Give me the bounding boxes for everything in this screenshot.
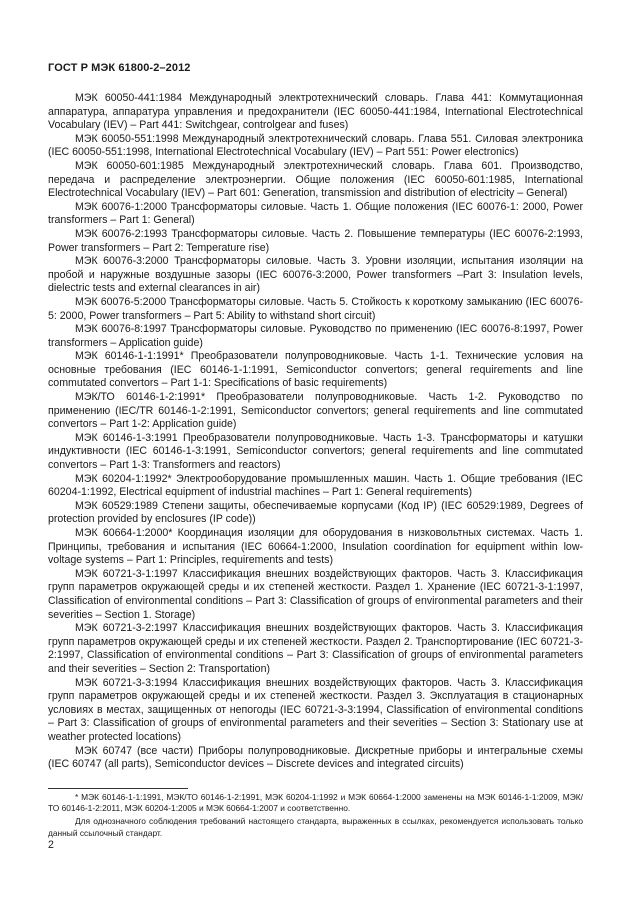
footnotes (48, 792, 583, 839)
reference-item: МЭК 60146-1-3:1991 Преобразователи полупроводниковые. Часть 1-3. Трансформаторы и катушки индуктивности (IEC 60146-1-3:1991, Semiconductor convertors; general requirements and line commutated convertors – Part 1-3: Transformers and reactors) (48, 431, 583, 472)
normative-references (48, 92, 583, 772)
footnote-item: * МЭК 60146-1-1:1991, МЭК/ТО 60146-1-2:1991, МЭК 60204-1:1992 и МЭК 60664-1:2000 заменены на МЭК 60146-1-1:2009, МЭК/ТО 60146-1-2:2011, МЭК 60204-1:2005 и МЭК 60664-1:2007 и соответственно. (48, 792, 583, 814)
reference-item: МЭК 60721-3-1:1997 Классификация внешних воздействующих факторов. Часть 3. Классификация групп параметров окружающей среды и их степеней жесткости. Раздел 1. Хранение (IEC 60721-3-1:1997, Classification of environmental conditions – Part 3: Classification of groups of environmental parameters and their severities – Section 1. Storage) (48, 567, 583, 621)
reference-item: МЭК 60050-601:1985 Международный электротехнический словарь. Глава 601. Производство, передача и распределение электроэнергии. Общие положения (IEC 60050-601:1985, International Electrotechnical Vocabulary (IEV) – Part 601: Generation, transmission and distribution of electricity – General) (48, 159, 583, 200)
reference-item: МЭК 60076-2:1993 Трансформаторы силовые. Часть 2. Повышение температуры (IEC 60076-2:1993, Power transformers – Part 2: Temperature rise) (48, 227, 583, 254)
reference-item: МЭК 60076-3:2000 Трансформаторы силовые. Часть 3. Уровни изоляции, испытания изоляции на пробой и наружные воздушные зазоры (IEC 60076-3:2000, Power transformers –Part 3: Insulation levels, dielectric tests and external clearances in air) (48, 255, 583, 295)
reference-item: МЭК 60721-3-3:1994 Классификация внешних воздействующих факторов. Часть 3. Классификация групп параметров окружающей среды и их степеней жесткости. Раздел 3. Эксплуатация в стационарных условиях в местах, защищенных от непогоды (IEC 60721-3-3:1994, Classification of environmental conditions – Part 3: Classification of groups of environmental parameters and their severities – Section 3: Stationary use at weather protected locations) (48, 676, 583, 743)
reference-item: МЭК 60747 (все части) Приборы полупроводниковые. Дискретные приборы и интегральные схемы (IEC 60747 (all parts), Semiconductor devices – Discrete devices and integrated circuits) (48, 744, 583, 771)
reference-item: МЭК 60050-551:1998 Международный электротехнический словарь. Глава 551. Силовая электроника (IEC 60050-551:1998, International Electrotechnical Vocabulary (IEV) – Part 551: Power electronics) (48, 132, 583, 159)
footnote-divider (48, 788, 188, 789)
reference-item: МЭК 60664-1:2000* Координация изоляции для оборудования в низковольтных системах. Часть 1. Принципы, требования и испытания (IEC 60664-1:2000, Insulation coordination for equipment within low-voltage systems – Part 1: Principles, requirements and tests) (48, 527, 583, 567)
footnote-item: Для однозначного соблюдения требований настоящего стандарта, выраженных в ссылках, рекомендуется использовать только данный ссылочный стандарт. (48, 816, 583, 838)
reference-item: МЭК 60146-1-1:1991* Преобразователи полупроводниковые. Часть 1-1. Технические условия на основные требования (IEC 60146-1-1:1991, Semiconductor convertors; general requirements and line commutated convertors – Part 1-1: Specifications of basic requirements) (48, 350, 583, 390)
page-number: 2 (48, 839, 54, 851)
reference-item: МЭК/ТО 60146-1-2:1991* Преобразователи полупроводниковые. Часть 1-2. Руководство по применению (IEC/TR 60146-1-2:1991, Semiconductor convertors; general requirements and line commutated convertors – Part 1-2: Application guide) (48, 391, 583, 431)
reference-item: МЭК 60204-1:1992* Электрооборудование промышленных машин. Часть 1. Общие требования (IEC 60204-1:1992, Electrical equipment of industrial machines – Part 1: General requirements) (48, 472, 583, 499)
reference-item: МЭК 60076-5:2000 Трансформаторы силовые. Часть 5. Стойкость к короткому замыканию (IEC 60076-5: 2000, Power transformers – Part 5: Ability to withstand short circuit) (48, 295, 583, 322)
document-header: ГОСТ Р МЭК 61800-2–2012 (48, 62, 191, 74)
reference-item: МЭК 60050-441:1984 Международный электротехнический словарь. Глава 441: Коммутационная аппаратура, аппаратура управления и предохранители (IEC 60050-441:1984, International Electrotechnical Vocabulary (IEV) – Part 441: Switchgear, controlgear and fuses) (48, 92, 583, 132)
reference-item: МЭК 60721-3-2:1997 Классификация внешних воздействующих факторов. Часть 3. Классификация групп параметров окружающей среды и их степеней жесткости. Раздел 2. Транспортирование (IEC 60721-3-2:1997, Classification of environmental conditions – Part 3: Classification of groups of environmental parameters and their severities – Section 2: Transportation) (48, 622, 583, 675)
reference-item: МЭК 60076-8:1997 Трансформаторы силовые. Руководство по применению (IEC 60076-8:1997, Power transformers – Application guide) (48, 323, 583, 349)
reference-item: МЭК 60529:1989 Степени защиты, обеспечиваемые корпусами (Код IP) (IEC 60529:1989, Degrees of protection provided by enclosures (IP code)) (48, 499, 583, 526)
reference-item: МЭК 60076-1:2000 Трансформаторы силовые. Часть 1. Общие положения (IEC 60076-1: 2000, Power transformers – Part 1: General) (48, 200, 583, 227)
